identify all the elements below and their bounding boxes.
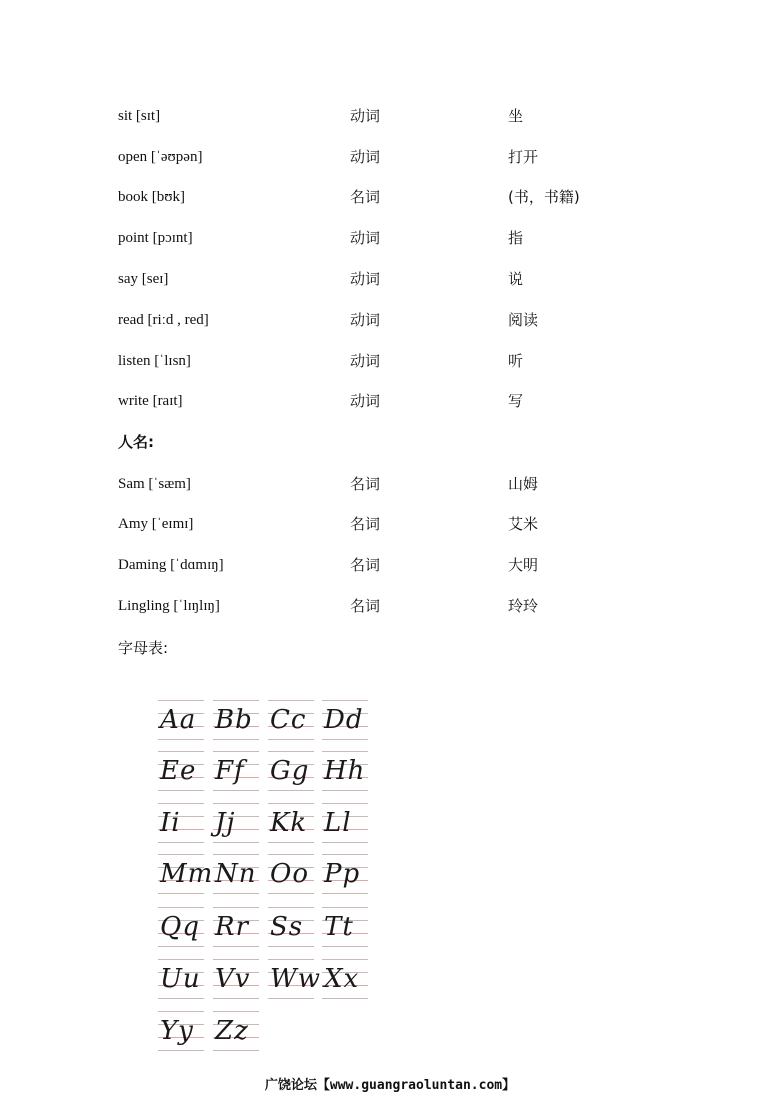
vocab-word: listen [ˈlɪsn] bbox=[118, 353, 191, 369]
guide-line bbox=[213, 998, 259, 999]
alphabet-cell bbox=[213, 700, 259, 740]
alphabet-cell bbox=[322, 700, 368, 740]
alphabet-cell bbox=[322, 751, 368, 791]
vocab-row bbox=[0, 267, 780, 291]
name-row bbox=[0, 472, 780, 496]
alphabet-letter-pair: Zz bbox=[215, 1016, 249, 1046]
alphabet-cell bbox=[268, 959, 321, 999]
vocab-pos: 名词 bbox=[350, 188, 381, 206]
alphabet-letter-pair: Qq bbox=[160, 912, 200, 942]
alphabet-letter-pair: Bb bbox=[215, 705, 253, 735]
vocab-row bbox=[0, 226, 780, 250]
guide-line bbox=[213, 842, 259, 843]
guide-line bbox=[158, 790, 204, 791]
vocab-pos: 动词 bbox=[350, 352, 381, 370]
vocab-meaning: 坐 bbox=[508, 107, 524, 125]
name-word: Lingling [ˈlɪŋlɪŋ] bbox=[118, 598, 220, 614]
vocab-row bbox=[0, 145, 780, 169]
alphabet-cell bbox=[158, 959, 204, 999]
guide-line bbox=[158, 946, 204, 947]
name-word: Sam [ˈsæm] bbox=[118, 476, 191, 492]
alphabet-letter-pair: Mm bbox=[160, 859, 214, 889]
vocab-word: open [ˈəʊpən] bbox=[118, 149, 203, 165]
guide-line bbox=[268, 998, 314, 999]
alphabet-cell bbox=[268, 803, 314, 843]
alphabet-cell bbox=[268, 751, 314, 791]
footer bbox=[0, 1076, 780, 1096]
vocab-word: point [pɔɪnt] bbox=[118, 230, 193, 246]
alphabet-cell bbox=[213, 751, 259, 791]
alphabet-cell bbox=[158, 1011, 204, 1051]
name-word: Daming [ˈdɑmɪŋ] bbox=[118, 557, 224, 573]
alphabet-cell bbox=[158, 854, 214, 894]
guide-line bbox=[158, 893, 204, 894]
guide-line bbox=[213, 790, 259, 791]
footer-site-name: 广饶论坛 bbox=[264, 1078, 317, 1093]
name-pos: 名词 bbox=[350, 597, 381, 615]
alphabet-letter-pair: Ii bbox=[160, 808, 181, 838]
name-row bbox=[0, 512, 780, 536]
vocab-row bbox=[0, 389, 780, 413]
vocab-meaning: 打开 bbox=[508, 148, 539, 166]
alphabet-letter-pair: Hh bbox=[324, 756, 366, 786]
guide-line bbox=[322, 893, 368, 894]
guide-line bbox=[268, 946, 314, 947]
vocab-row bbox=[0, 349, 780, 373]
vocab-word: write [raɪt] bbox=[118, 393, 183, 409]
alphabet-letter-pair: Kk bbox=[270, 808, 308, 838]
guide-line bbox=[322, 739, 368, 740]
guide-line bbox=[268, 893, 314, 894]
vocab-word: say [seɪ] bbox=[118, 271, 169, 287]
alphabet-cell bbox=[213, 854, 259, 894]
alphabet-letter-pair: Aa bbox=[160, 705, 197, 735]
alphabet-cell bbox=[322, 854, 368, 894]
name-row bbox=[0, 594, 780, 618]
vocab-pos: 动词 bbox=[350, 270, 381, 288]
guide-line bbox=[322, 842, 368, 843]
alphabet-cell bbox=[268, 854, 314, 894]
guide-line bbox=[213, 1050, 259, 1051]
alphabet-cell bbox=[322, 803, 368, 843]
alphabet-cell bbox=[213, 1011, 259, 1051]
name-row bbox=[0, 553, 780, 577]
vocab-pos: 动词 bbox=[350, 107, 381, 125]
guide-line bbox=[158, 998, 204, 999]
alphabet-letter-pair: Uu bbox=[160, 964, 201, 994]
name-pos: 名词 bbox=[350, 515, 381, 533]
guide-line bbox=[213, 893, 259, 894]
alphabet-letter-pair: Rr bbox=[215, 912, 250, 942]
alphabet-letter-pair: Gg bbox=[270, 756, 310, 786]
vocab-meaning: 写 bbox=[508, 392, 524, 410]
guide-line bbox=[158, 842, 204, 843]
name-meaning: 艾米 bbox=[508, 515, 539, 533]
vocab-word: book [bʊk] bbox=[118, 189, 185, 205]
vocab-pos: 动词 bbox=[350, 392, 381, 410]
guide-line bbox=[158, 739, 204, 740]
alphabet-letter-pair: Ff bbox=[215, 756, 245, 786]
name-meaning: 大明 bbox=[508, 556, 539, 574]
alphabet-letter-pair: Ss bbox=[270, 912, 304, 942]
guide-line bbox=[322, 998, 368, 999]
names-heading: 人名: bbox=[118, 433, 154, 451]
name-meaning: 山姆 bbox=[508, 475, 539, 493]
alphabet-letter-pair: Dd bbox=[324, 705, 364, 735]
vocab-meaning: 说 bbox=[508, 270, 524, 288]
guide-line bbox=[158, 1050, 204, 1051]
alphabet-letter-pair: Pp bbox=[324, 859, 361, 889]
guide-line bbox=[268, 739, 314, 740]
alphabet-cell bbox=[158, 751, 204, 791]
name-word: Amy [ˈeɪmɪ] bbox=[118, 516, 194, 532]
vocab-row bbox=[0, 104, 780, 128]
vocab-pos: 动词 bbox=[350, 229, 381, 247]
alphabet-cell bbox=[322, 959, 368, 999]
alphabet-cell bbox=[268, 907, 314, 947]
guide-line bbox=[268, 790, 314, 791]
alphabet-cell bbox=[158, 803, 204, 843]
alphabet-letter-pair: Xx bbox=[324, 964, 360, 994]
alphabet-letter-pair: Jj bbox=[215, 808, 236, 838]
guide-line bbox=[322, 946, 368, 947]
vocab-meaning: 听 bbox=[508, 352, 524, 370]
alphabet-letter-pair: Nn bbox=[215, 859, 257, 889]
vocab-meaning: (书，书籍) bbox=[508, 188, 580, 206]
alphabet-cell bbox=[322, 907, 368, 947]
name-meaning: 玲玲 bbox=[508, 597, 539, 615]
alphabet-cell bbox=[158, 907, 204, 947]
alphabet-grid bbox=[150, 695, 390, 1055]
alphabet-cell bbox=[213, 803, 259, 843]
name-pos: 名词 bbox=[350, 475, 381, 493]
alphabet-letter-pair: Cc bbox=[270, 705, 307, 735]
guide-line bbox=[213, 739, 259, 740]
alphabet-letter-pair: Ww bbox=[270, 964, 321, 994]
alphabet-letter-pair: Yy bbox=[160, 1016, 194, 1046]
alphabet-letter-pair: Tt bbox=[324, 912, 354, 942]
alphabet-cell bbox=[213, 907, 259, 947]
alphabet-heading: 字母表: bbox=[118, 639, 169, 657]
alphabet-cell bbox=[268, 700, 314, 740]
alphabet-letter-pair: Ll bbox=[324, 808, 352, 838]
vocab-row bbox=[0, 308, 780, 332]
guide-line bbox=[322, 790, 368, 791]
footer-url: 【www.guangraoluntan.com】 bbox=[316, 1078, 516, 1093]
alphabet-cell bbox=[213, 959, 259, 999]
vocab-word: sit [sɪt] bbox=[118, 108, 161, 124]
guide-line bbox=[268, 842, 314, 843]
alphabet-letter-pair: Vv bbox=[215, 964, 251, 994]
vocab-pos: 动词 bbox=[350, 311, 381, 329]
vocab-meaning: 阅读 bbox=[508, 311, 539, 329]
vocab-pos: 动词 bbox=[350, 148, 381, 166]
guide-line bbox=[213, 946, 259, 947]
name-pos: 名词 bbox=[350, 556, 381, 574]
vocab-row bbox=[0, 185, 780, 209]
vocab-word: read [riːd , red] bbox=[118, 312, 209, 328]
alphabet-letter-pair: Oo bbox=[270, 859, 309, 889]
alphabet-cell bbox=[158, 700, 204, 740]
vocab-meaning: 指 bbox=[508, 229, 524, 247]
alphabet-letter-pair: Ee bbox=[160, 756, 197, 786]
